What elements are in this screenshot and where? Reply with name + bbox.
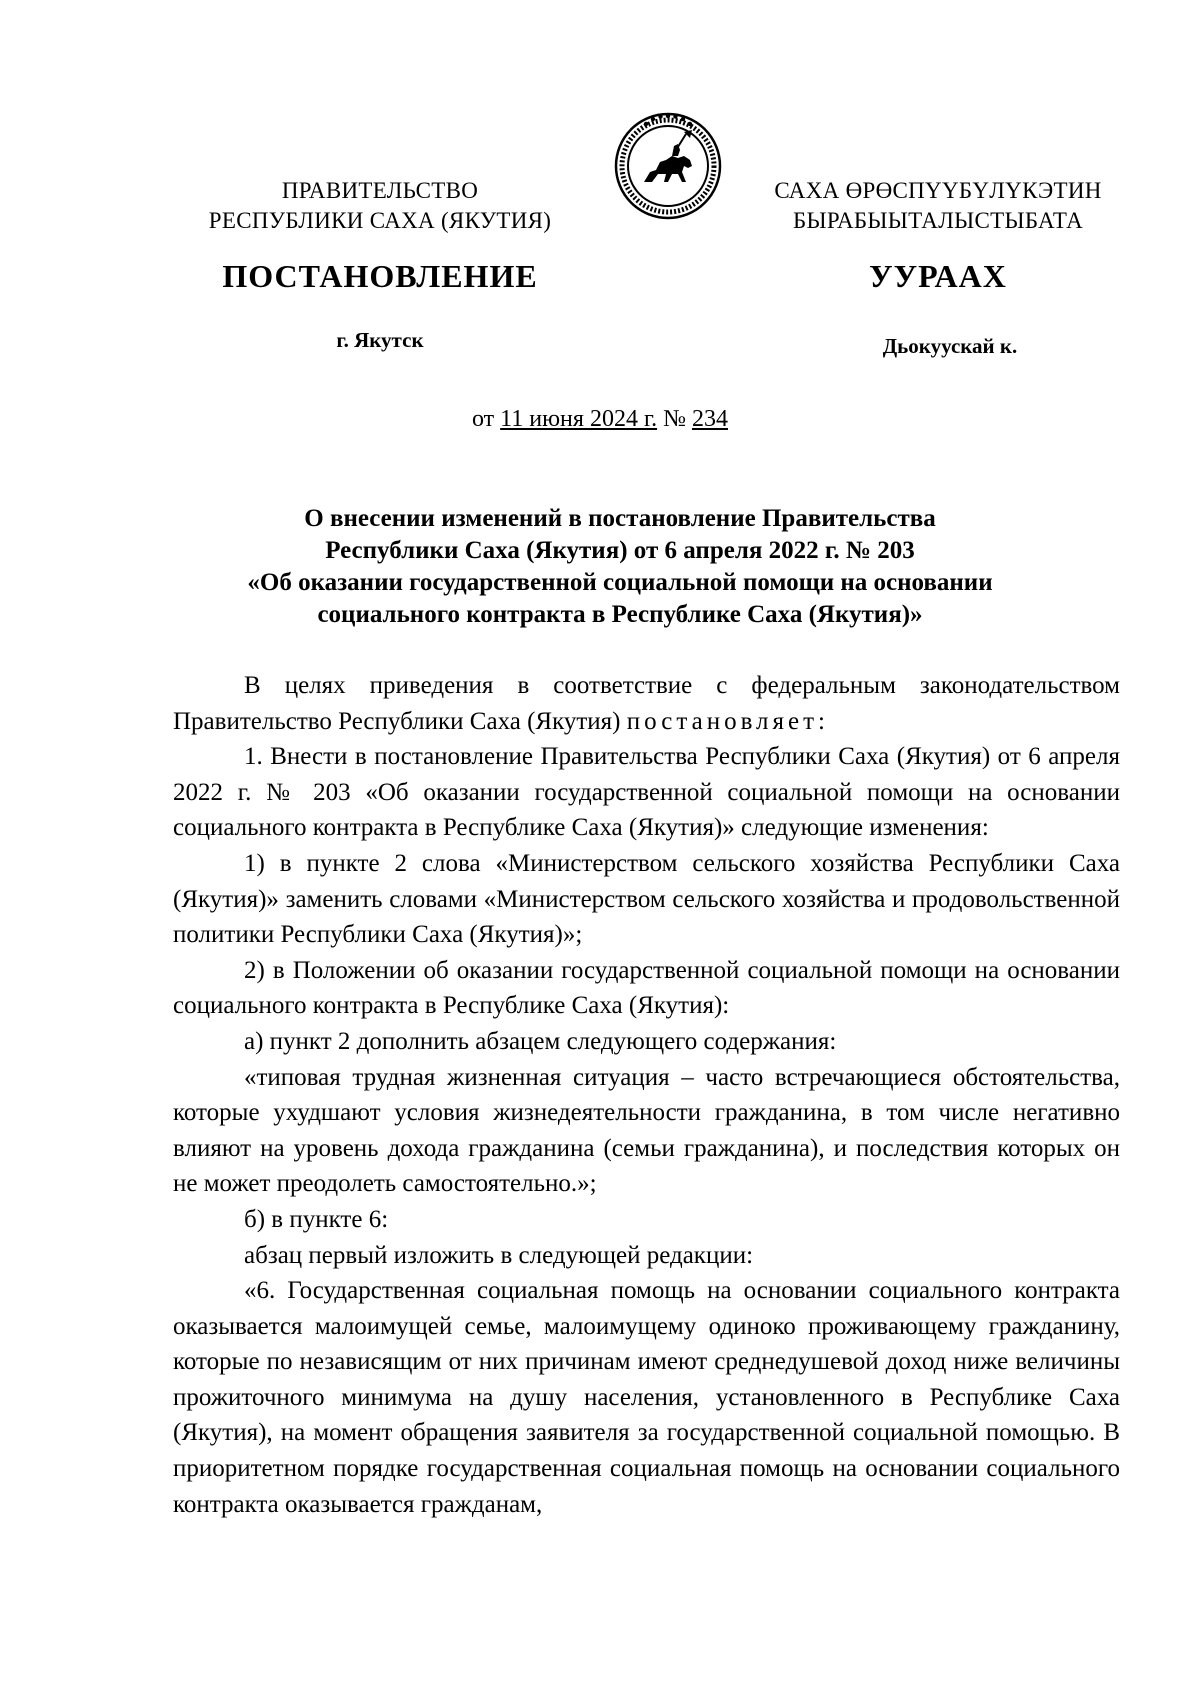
- paragraph: абзац первый изложить в следующей редакции:: [244, 1241, 754, 1269]
- issuer-ru-line1: ПРАВИТЕЛЬСТВО: [281, 178, 479, 203]
- title-line: Республики Саха (Якутия) от 6 апреля 2022 г. № 203: [325, 537, 915, 564]
- issuer-sakha: [748, 176, 1128, 236]
- document-body: [173, 668, 1120, 1522]
- coat-of-arms-sakha-icon: [612, 110, 724, 222]
- doc-type-sakha: УУРААХ: [869, 258, 1007, 294]
- number-label: №: [657, 406, 692, 432]
- document-date: 11 июня 2024 г.: [500, 406, 658, 432]
- city-ru: г. Якутск: [336, 328, 424, 352]
- paragraph: 1) в пункте 2 слова «Министерством сельского хозяйства Республики Саха (Якутия)» заменить словами «Министерством сельского хозяйства и продовольственной политики Республики Саха (Якутия)»;: [173, 849, 1120, 949]
- paragraph: б) в пункте 6:: [244, 1205, 389, 1233]
- paragraph: «типовая трудная жизненная ситуация – часто встречающиеся обстоятельства, которые ухудшают условия жизнедеятельности гражданина, в том числе негативно влияют на уровень дохода гражданина (семьи гражданина), и последствия которых он не может преодолеть самостоятельно.»;: [173, 1063, 1120, 1198]
- issuer-ru-line2: РЕСПУБЛИКИ САХА (ЯКУТИЯ): [208, 208, 552, 233]
- preamble-text: В целях приведения в соответствие с федеральным законодательством Правительство Республики Саха (Якутия): [173, 672, 1120, 735]
- doc-type-ru: ПОСТАНОВЛЕНИЕ: [222, 258, 538, 294]
- preamble-decree-word: постановляет:: [626, 707, 829, 735]
- title-line: О внесении изменений в постановление Правительства: [304, 505, 936, 532]
- city-sakha: Дьокуускай к.: [882, 334, 1018, 358]
- title-line: «Об оказании государственной социальной помощи на основании: [247, 569, 993, 596]
- date-prefix: от: [472, 406, 501, 432]
- document-title: [150, 503, 1090, 631]
- document-number: 234: [691, 406, 728, 432]
- title-line: социального контракта в Республике Саха (Якутия)»: [317, 601, 923, 628]
- issuer-ru: [190, 176, 570, 236]
- paragraph-preamble: [173, 668, 1120, 739]
- issuer-sakha-line2: БЫРАБЫЫТАЛЫСТЫБАТА: [792, 208, 1084, 233]
- paragraph: а) пункт 2 дополнить абзацем следующего содержания:: [244, 1027, 837, 1055]
- paragraph: 1. Внести в постановление Правительства Республики Саха (Якутия) от 6 апреля 2022 г. № 203 «Об оказании государственной социальной помощи на основании социального контракта в Республике Саха (Якутия)» следующие изменения:: [173, 743, 1120, 842]
- paragraph: 2) в Положении об оказании государственной социальной помощи на основании социального контракта в Республике Саха (Якутия):: [173, 956, 1120, 1020]
- paragraph: «6. Государственная социальная помощь на основании социального контракта оказывается малоимущей семье, малоимущему одиноко проживающему гражданину, которые по независящим от них причинам имеют среднедушевой доход ниже величины прожиточного минимума на душу населения, установленного в Республике Саха (Якутия), на момент обращения заявителя за государственной социальной помощью. В приоритетном порядке государственная социальная помощь на основании социального контракта оказывается гражданам,: [173, 1277, 1120, 1518]
- issuer-sakha-line1: САХА ӨРӨСПҮҮБҮЛҮКЭТИН: [774, 178, 1102, 203]
- document-date-number: [0, 406, 1200, 433]
